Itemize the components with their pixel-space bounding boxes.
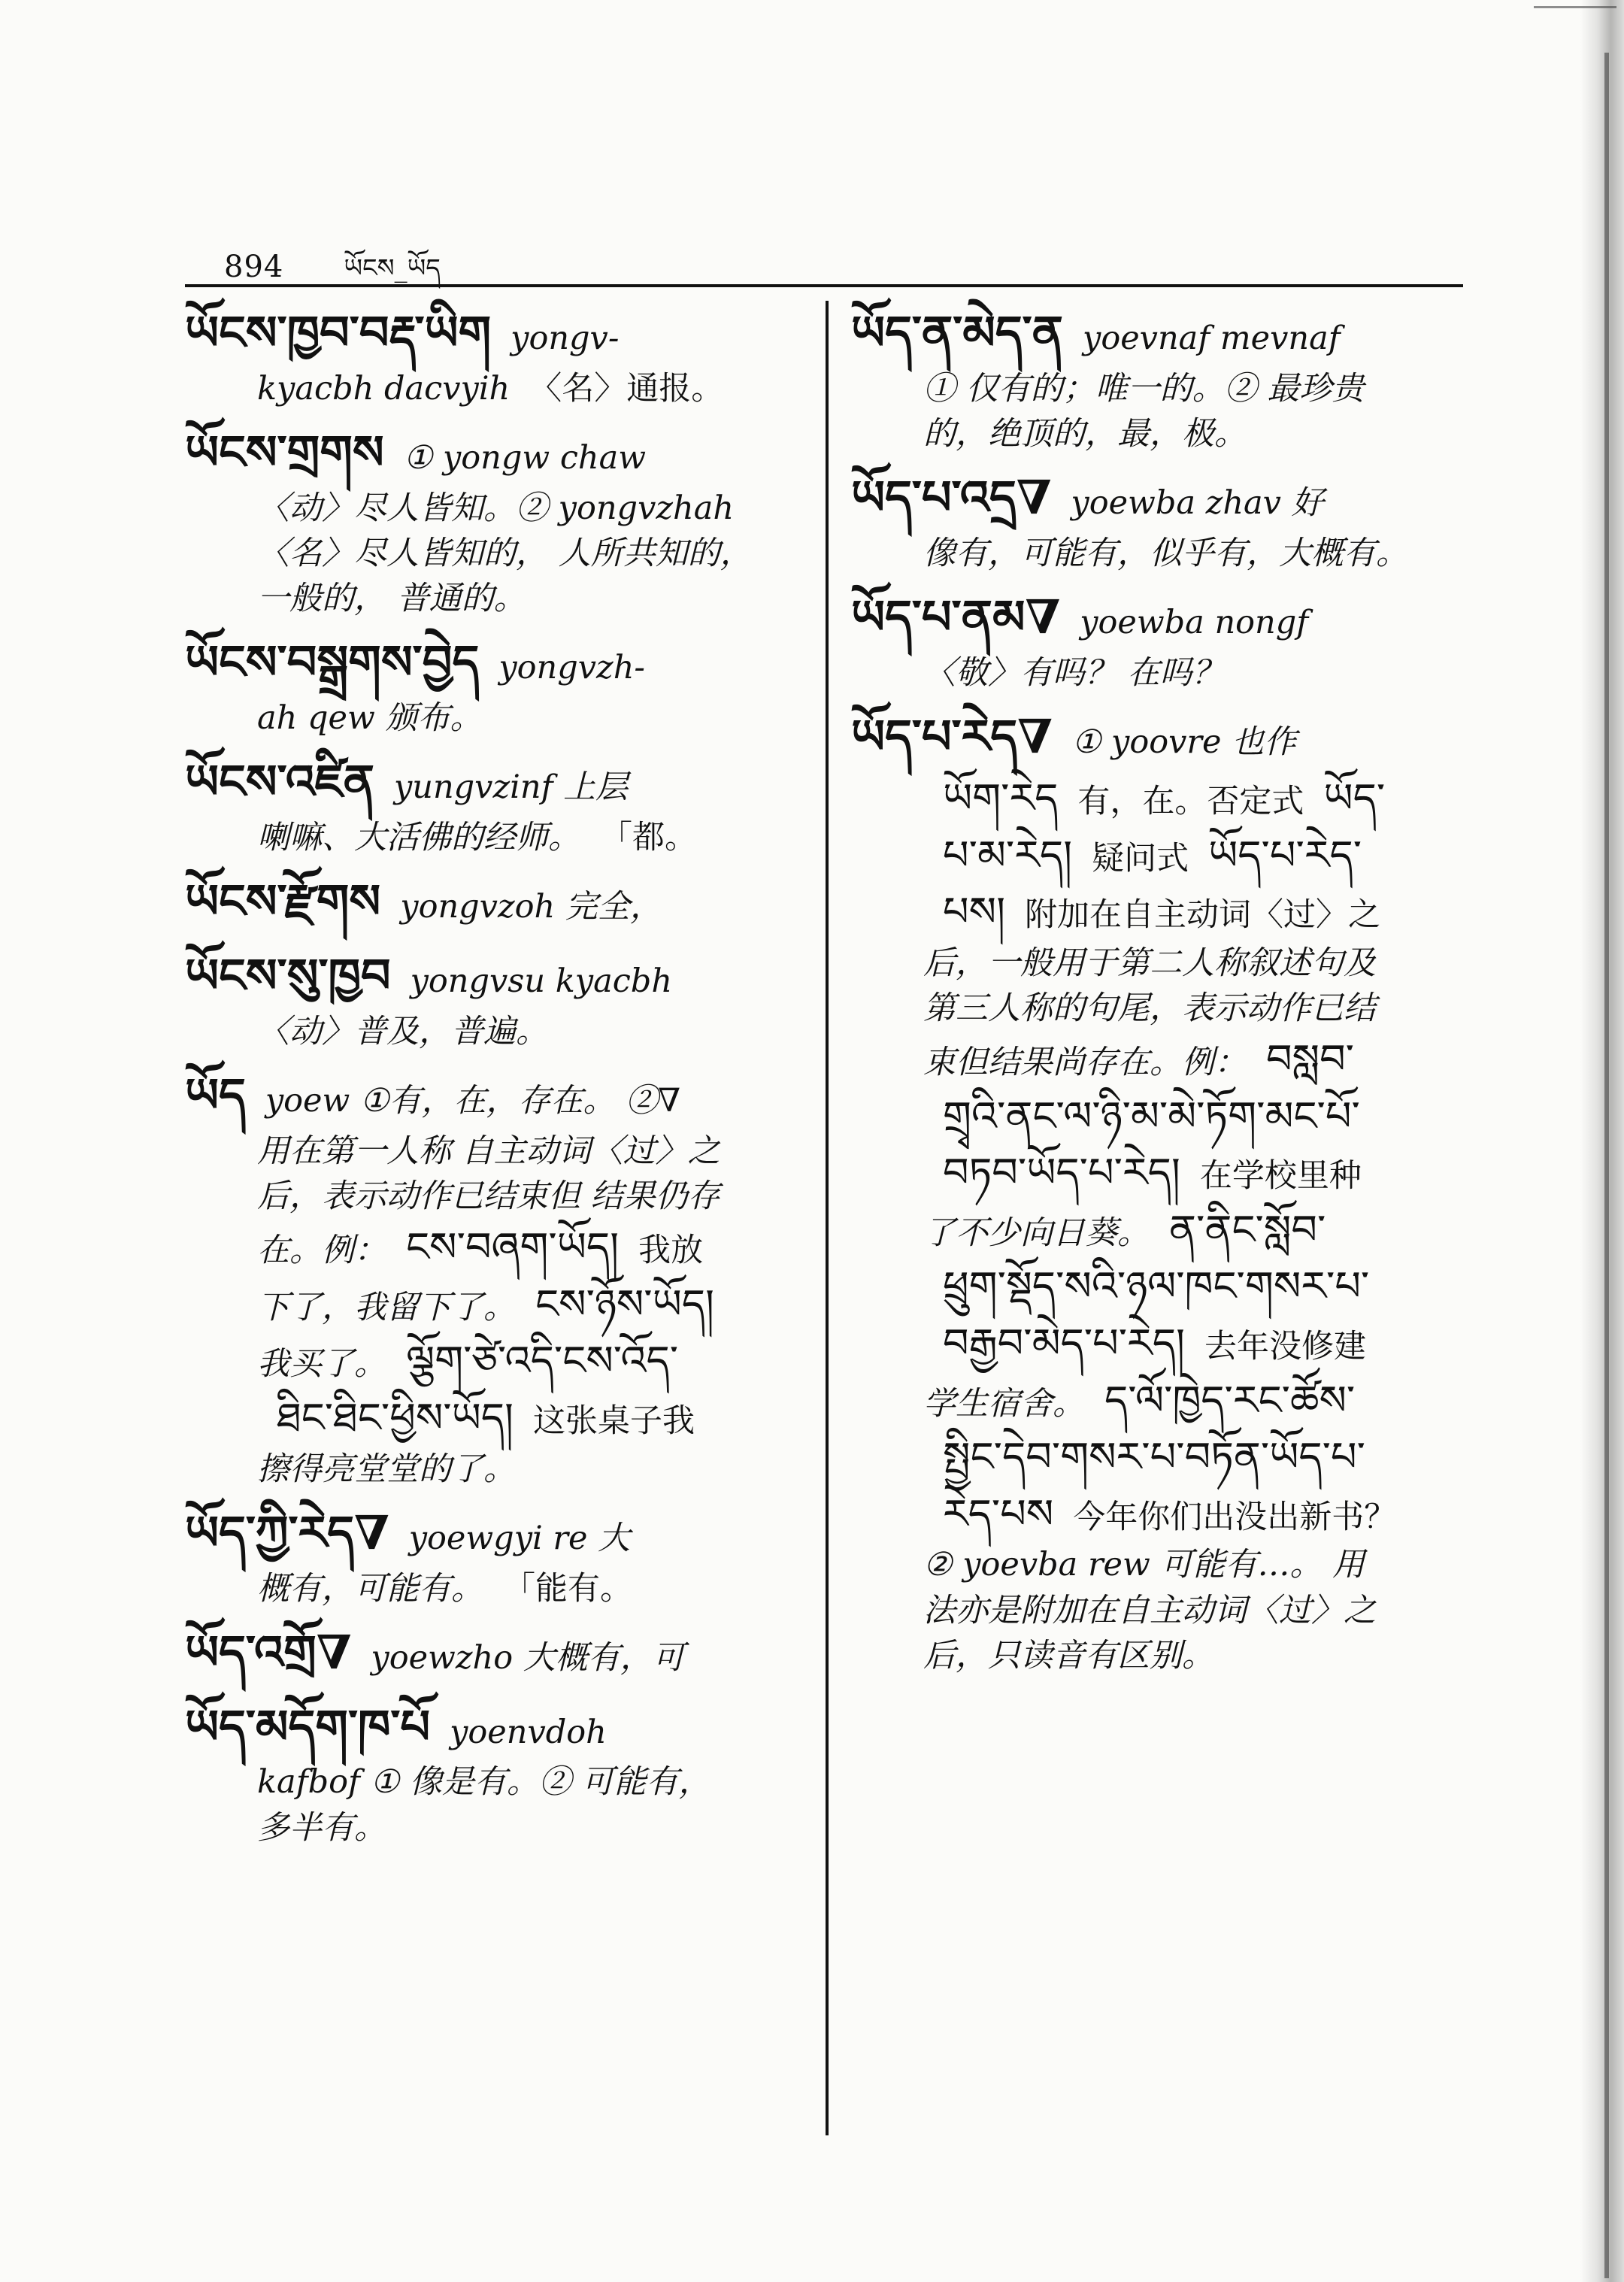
entry-line: [185, 486, 795, 531]
entry-line: [185, 1332, 795, 1390]
dictionary-entry: [185, 630, 795, 741]
entry-line: [851, 531, 1464, 576]
scan-mark: [1534, 6, 1616, 8]
entry-line: [851, 1144, 1464, 1202]
chinese-gloss: 这张桌子我: [533, 1402, 695, 1441]
gloss-text: 的，绝顶的，最，极。: [923, 414, 1247, 453]
entry-line: [851, 986, 1464, 1031]
chinese-gloss: 「能有。: [503, 1569, 632, 1608]
tibetan-headword: ཡོངས་རྫོགས: [185, 874, 381, 929]
dictionary-entry: [185, 420, 795, 621]
gloss-text: yungvzinf 上层: [393, 768, 629, 807]
entry-line: [185, 1219, 795, 1276]
entry-line: [851, 650, 1464, 696]
tibetan-example: པ་མ་རེད།: [943, 831, 1073, 879]
entry-line: [185, 1620, 795, 1686]
running-head: ཡོངས_ཡོད: [344, 253, 441, 283]
tibetan-headword: ཡོད་མདོག་ཁ་པོ: [185, 1699, 431, 1754]
gloss-text: 后，只读音有区别。: [923, 1636, 1214, 1674]
tibetan-headword: ཡོད་ཀྱི་རེད∇: [185, 1505, 389, 1560]
entry-line: [185, 1276, 795, 1333]
entry-line: [185, 366, 795, 411]
chinese-gloss: 附加在自主动词〈过〉之: [1025, 896, 1381, 935]
tibetan-headword: ཡོད: [185, 1068, 246, 1123]
entry-line: [185, 1501, 795, 1566]
tibetan-example: བརྒྱབ་མེད་པ་རེད།: [943, 1320, 1185, 1368]
dictionary-entry: [185, 869, 795, 935]
tibetan-headword: ཡོངས་ཁྱབ་བརྡ་ཡིག: [185, 305, 492, 360]
tibetan-headword: ཡོངས་སུ་ཁྱབ: [185, 948, 391, 1004]
dictionary-entry: [851, 301, 1464, 456]
tibetan-headword: ཡོད་ན་མེད་ན: [851, 305, 1064, 360]
entry-line: [185, 420, 795, 486]
dictionary-entry: [185, 301, 795, 411]
entry-line: [851, 941, 1464, 986]
tibetan-example: ད་ལོ་ཁྱེད་རང་ཚོས་: [1104, 1376, 1356, 1424]
tibetan-example: ཐིང་ཐིང་ཕྱིས་ཡོད།: [277, 1394, 514, 1442]
gloss-text: 概有，可能有。: [257, 1569, 483, 1608]
entry-line: [851, 1633, 1464, 1678]
chinese-gloss: 疑问式: [1092, 839, 1189, 877]
gloss-text: 〈敬〉有吗？ 在吗？: [923, 653, 1225, 692]
tibetan-example: རེད་པས: [943, 1490, 1054, 1538]
entry-line: [185, 301, 795, 366]
gloss-text: 法亦是附加在自主动词〈过〉之: [923, 1591, 1376, 1629]
gloss-text: 下了，我留下了。: [257, 1288, 516, 1326]
gloss-text: 束但结果尚存在。例：: [923, 1044, 1247, 1082]
dictionary-entry: [185, 750, 795, 860]
entry-line: [185, 630, 795, 696]
entry-line: [185, 1447, 795, 1492]
gloss-text: ah qew 颁布。: [257, 699, 483, 738]
tibetan-example: སྤྱིང་དེབ་གསར་པ་བཏོན་ཡོད་པ་: [943, 1433, 1365, 1481]
gloss-text: ① yongw chaw: [403, 438, 647, 477]
chinese-gloss: 「都。: [600, 819, 697, 857]
tibetan-headword: ཡོངས་བསྒྲགས་བྱེད: [185, 635, 480, 690]
gloss-text: 后，表示动作已结束但 结果仍存: [257, 1177, 720, 1216]
entry-line: [185, 1063, 795, 1129]
entry-line: [851, 1588, 1464, 1633]
gloss-text: yoewzho 大概有，可: [371, 1638, 685, 1677]
tibetan-example: གྲྭའི་ནང་ལ་ཉི་མ་མེ་ཏོག་མང་པོ་: [943, 1092, 1360, 1140]
gloss-text: yoewba zhav 好: [1071, 484, 1324, 523]
chinese-gloss: 我放: [638, 1232, 704, 1270]
entry-line: [851, 411, 1464, 456]
dictionary-entry: [185, 1063, 795, 1492]
entry-line: [185, 750, 795, 815]
entry-line: [185, 1129, 795, 1174]
gloss-text: 一般的， 普通的。: [257, 580, 526, 618]
entry-line: [185, 1759, 795, 1805]
gloss-text: 了不少向日葵。: [923, 1214, 1150, 1252]
dictionary-entry: [185, 944, 795, 1054]
dictionary-entry: [185, 1620, 795, 1686]
tibetan-example: ཡོད་: [1323, 774, 1386, 822]
tibetan-example: ངས་ཉོས་ཡོད།: [535, 1280, 715, 1328]
gloss-text: yoewgyi re 大: [408, 1519, 631, 1557]
gloss-text: 用在第一人称 自主动词〈过〉之: [257, 1132, 720, 1170]
tibetan-example: ཡོད་པ་རེད་: [1208, 831, 1362, 879]
gloss-text: 我买了。: [257, 1345, 386, 1383]
tibetan-example: ན་ནིང་སློབ་: [1169, 1205, 1326, 1253]
gloss-text: 多半有。: [257, 1808, 386, 1847]
entry-line: [851, 301, 1464, 366]
tibetan-example: ངས་བཞག་ཡོད།: [406, 1223, 620, 1271]
gloss-text: 后，一般用于第二人称叙述句及: [923, 944, 1376, 982]
gloss-text: 像有，可能有，似乎有，大概有。: [923, 534, 1408, 572]
gloss-text: yoenvdoh: [450, 1713, 607, 1751]
entry-line: [851, 705, 1464, 770]
gloss-text: ① yoovre 也作: [1071, 723, 1297, 762]
gloss-text: yongvsu kyacbh: [410, 962, 673, 1001]
entry-line: [185, 1805, 795, 1850]
gloss-text: yoew ①有，在，存在。 ②∇: [265, 1082, 681, 1120]
entry-line: [185, 869, 795, 935]
dictionary-entry: [185, 1695, 795, 1850]
gloss-text: yoevnaf mevnaf: [1083, 320, 1341, 357]
entry-line: [851, 1372, 1464, 1429]
gloss-text: ① 仅有的；唯一的。② 最珍贵: [923, 369, 1365, 408]
entry-line: [851, 1202, 1464, 1259]
entry-line: [185, 944, 795, 1009]
binding-edge: [1604, 53, 1609, 2278]
dictionary-entry: [185, 1501, 795, 1611]
gloss-text: 〈名〉尽人皆知的， 人所共知的，: [257, 534, 753, 572]
entry-line: [185, 1174, 795, 1219]
entry-line: [851, 1088, 1464, 1145]
entry-line: [851, 585, 1464, 650]
entry-line: [851, 1542, 1464, 1587]
gloss-text: 〈动〉尽人皆知。② yongvzhah: [257, 489, 735, 527]
entry-line: [185, 576, 795, 621]
tibetan-example: ལྕོག་ཙེ་འདི་ངས་འོད་: [406, 1337, 679, 1385]
chinese-gloss: 去年没修建: [1204, 1328, 1366, 1366]
tibetan-example: བཏབ་ཡོད་པ་རེད།: [943, 1149, 1180, 1197]
dictionary-entry: [851, 705, 1464, 1678]
gloss-text: 擦得亮堂堂的了。: [257, 1450, 516, 1488]
tibetan-example: ཡོག་རེད: [943, 774, 1059, 822]
entry-line: [851, 1031, 1464, 1088]
entry-line: [185, 531, 795, 576]
left-column: [185, 301, 795, 1859]
entry-line: [185, 696, 795, 741]
entry-line: [851, 1258, 1464, 1315]
dictionary-entry: [851, 465, 1464, 576]
entry-line: [185, 1009, 795, 1054]
gloss-text: 在。例：: [257, 1232, 386, 1270]
book-binding-shadow: [1580, 0, 1624, 2282]
tibetan-example: ཕྲུག་སྡོད་སའི་ཉལ་ཁང་གསར་པ་: [943, 1262, 1370, 1311]
chinese-gloss: 〈名〉通报。: [529, 369, 724, 408]
entry-line: [185, 1695, 795, 1760]
gloss-text: yongv-: [511, 320, 620, 357]
tibetan-example: པས།: [943, 888, 1006, 936]
gloss-text: 〈动〉普及，普遍。: [257, 1012, 548, 1050]
column-divider: [826, 301, 829, 2135]
gloss-text: 喇嘛、大活佛的经师。: [257, 819, 580, 857]
gloss-text: 学生宿舍。: [923, 1384, 1085, 1423]
chinese-gloss: 有，在。否定式: [1077, 782, 1304, 820]
gloss-text: 第三人称的句尾，表示动作已结: [923, 989, 1376, 1027]
tibetan-headword: ཡོད་པ་རེད∇: [851, 709, 1053, 765]
tibetan-headword: ཡོད་པ་ནམ∇: [851, 589, 1061, 645]
entry-line: [851, 827, 1464, 884]
entry-line: [851, 883, 1464, 941]
gloss-text: kafbof ① 像是有。② 可能有，: [257, 1763, 711, 1802]
entry-line: [851, 770, 1464, 827]
tibetan-headword: ཡོངས་འཛིན: [185, 754, 374, 810]
chinese-gloss: 今年你们出没出新书？: [1073, 1498, 1397, 1536]
gloss-text: yongvzoh 完全，: [400, 888, 662, 926]
gloss-text: yongvzh-: [498, 649, 645, 687]
entry-line: [185, 815, 795, 860]
dictionary-entry: [851, 585, 1464, 696]
header-rule: [185, 284, 1463, 287]
tibetan-example: བསླབ་: [1266, 1035, 1355, 1083]
tibetan-headword: ཡོད་པ་འདྲ∇: [851, 470, 1052, 526]
entry-line: [851, 1486, 1464, 1543]
entry-line: [185, 1390, 795, 1447]
entry-line: [851, 366, 1464, 411]
entry-line: [851, 465, 1464, 531]
gloss-text: kyacbh dacvyih: [257, 369, 511, 408]
entry-line: [851, 1315, 1464, 1372]
gloss-text: yoewba nongf: [1080, 604, 1309, 642]
entry-line: [851, 1429, 1464, 1486]
tibetan-headword: ཡོངས་གྲགས: [185, 424, 384, 480]
right-column: [851, 301, 1464, 1687]
chinese-gloss: 在学校里种: [1199, 1157, 1362, 1196]
entry-line: [185, 1566, 795, 1611]
tibetan-headword: ཡོད་འགྲོ∇: [185, 1624, 352, 1680]
gloss-text: ② yoevba rew 可能有…。 用: [923, 1546, 1365, 1584]
page-number: 894: [224, 250, 284, 284]
